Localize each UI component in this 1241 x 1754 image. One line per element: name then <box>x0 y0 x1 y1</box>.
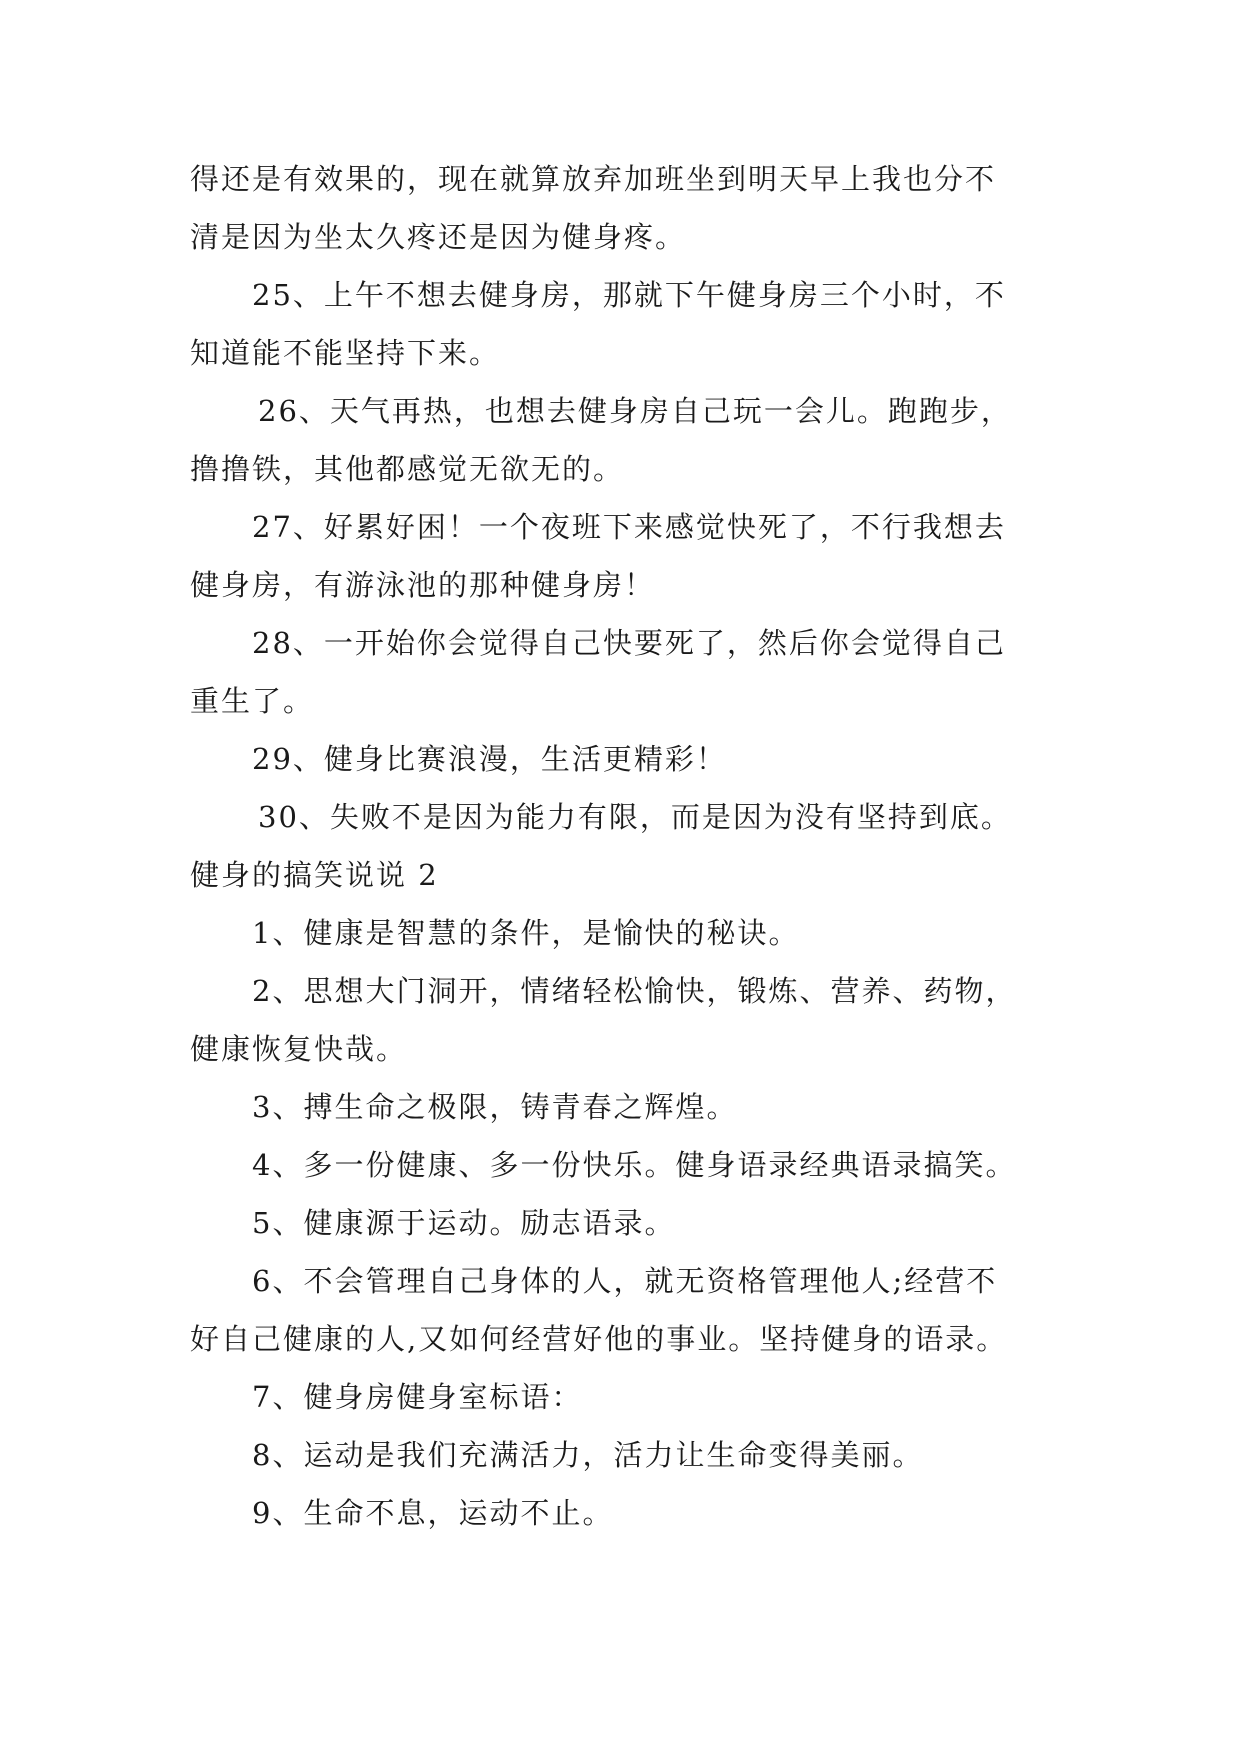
text-line: 好自己健康的人,又如何经营好他的事业。坚持健身的语录。 <box>190 1322 1008 1356</box>
document-page <box>190 150 1060 1542</box>
section-heading: 健身的搞笑说说 2 <box>190 858 439 892</box>
list-item-9: 9、生命不息，运动不止。 <box>252 1496 614 1530</box>
list-item-4: 4、多一份健康、多一份快乐。健身语录经典语录搞笑。 <box>252 1148 1017 1182</box>
list-item-1: 1、健康是智慧的条件，是愉快的秘诀。 <box>252 916 800 950</box>
list-item-7: 7、健身房健身室标语： <box>252 1380 583 1414</box>
list-item-27: 27、好累好困！一个夜班下来感觉快死了，不行我想去 <box>252 510 1006 544</box>
list-item-26: 26、天气再热，也想去健身房自己玩一会儿。跑跑步， <box>258 394 1012 428</box>
list-item-30: 30、失败不是因为能力有限，而是因为没有坚持到底。 <box>258 800 1012 834</box>
list-item-3: 3、搏生命之极限，铸青春之辉煌。 <box>252 1090 738 1124</box>
list-item-28: 28、一开始你会觉得自己快要死了，然后你会觉得自己 <box>252 626 1006 660</box>
list-item-6: 6、不会管理自己身体的人，就无资格管理他人;经营不 <box>252 1264 998 1298</box>
list-item-5: 5、健康源于运动。励志语录。 <box>252 1206 676 1240</box>
text-line: 重生了。 <box>190 684 315 718</box>
list-item-25: 25、上午不想去健身房，那就下午健身房三个小时，不 <box>252 278 1006 312</box>
text-line: 得还是有效果的，现在就算放弃加班坐到明天早上我也分不 <box>190 162 997 196</box>
list-item-8: 8、运动是我们充满活力，活力让生命变得美丽。 <box>252 1438 924 1472</box>
text-line: 清是因为坐太久疼还是因为健身疼。 <box>190 220 687 254</box>
text-line: 健身房，有游泳池的那种健身房！ <box>190 568 656 602</box>
text-line: 知道能不能坚持下来。 <box>190 336 501 370</box>
text-line: 健康恢复快哉。 <box>190 1032 408 1066</box>
text-line: 撸撸铁，其他都感觉无欲无的。 <box>190 452 625 486</box>
list-item-29: 29、健身比赛浪漫，生活更精彩！ <box>252 742 727 776</box>
list-item-2: 2、思想大门洞开，情绪轻松愉快，锻炼、营养、药物， <box>252 974 1017 1008</box>
